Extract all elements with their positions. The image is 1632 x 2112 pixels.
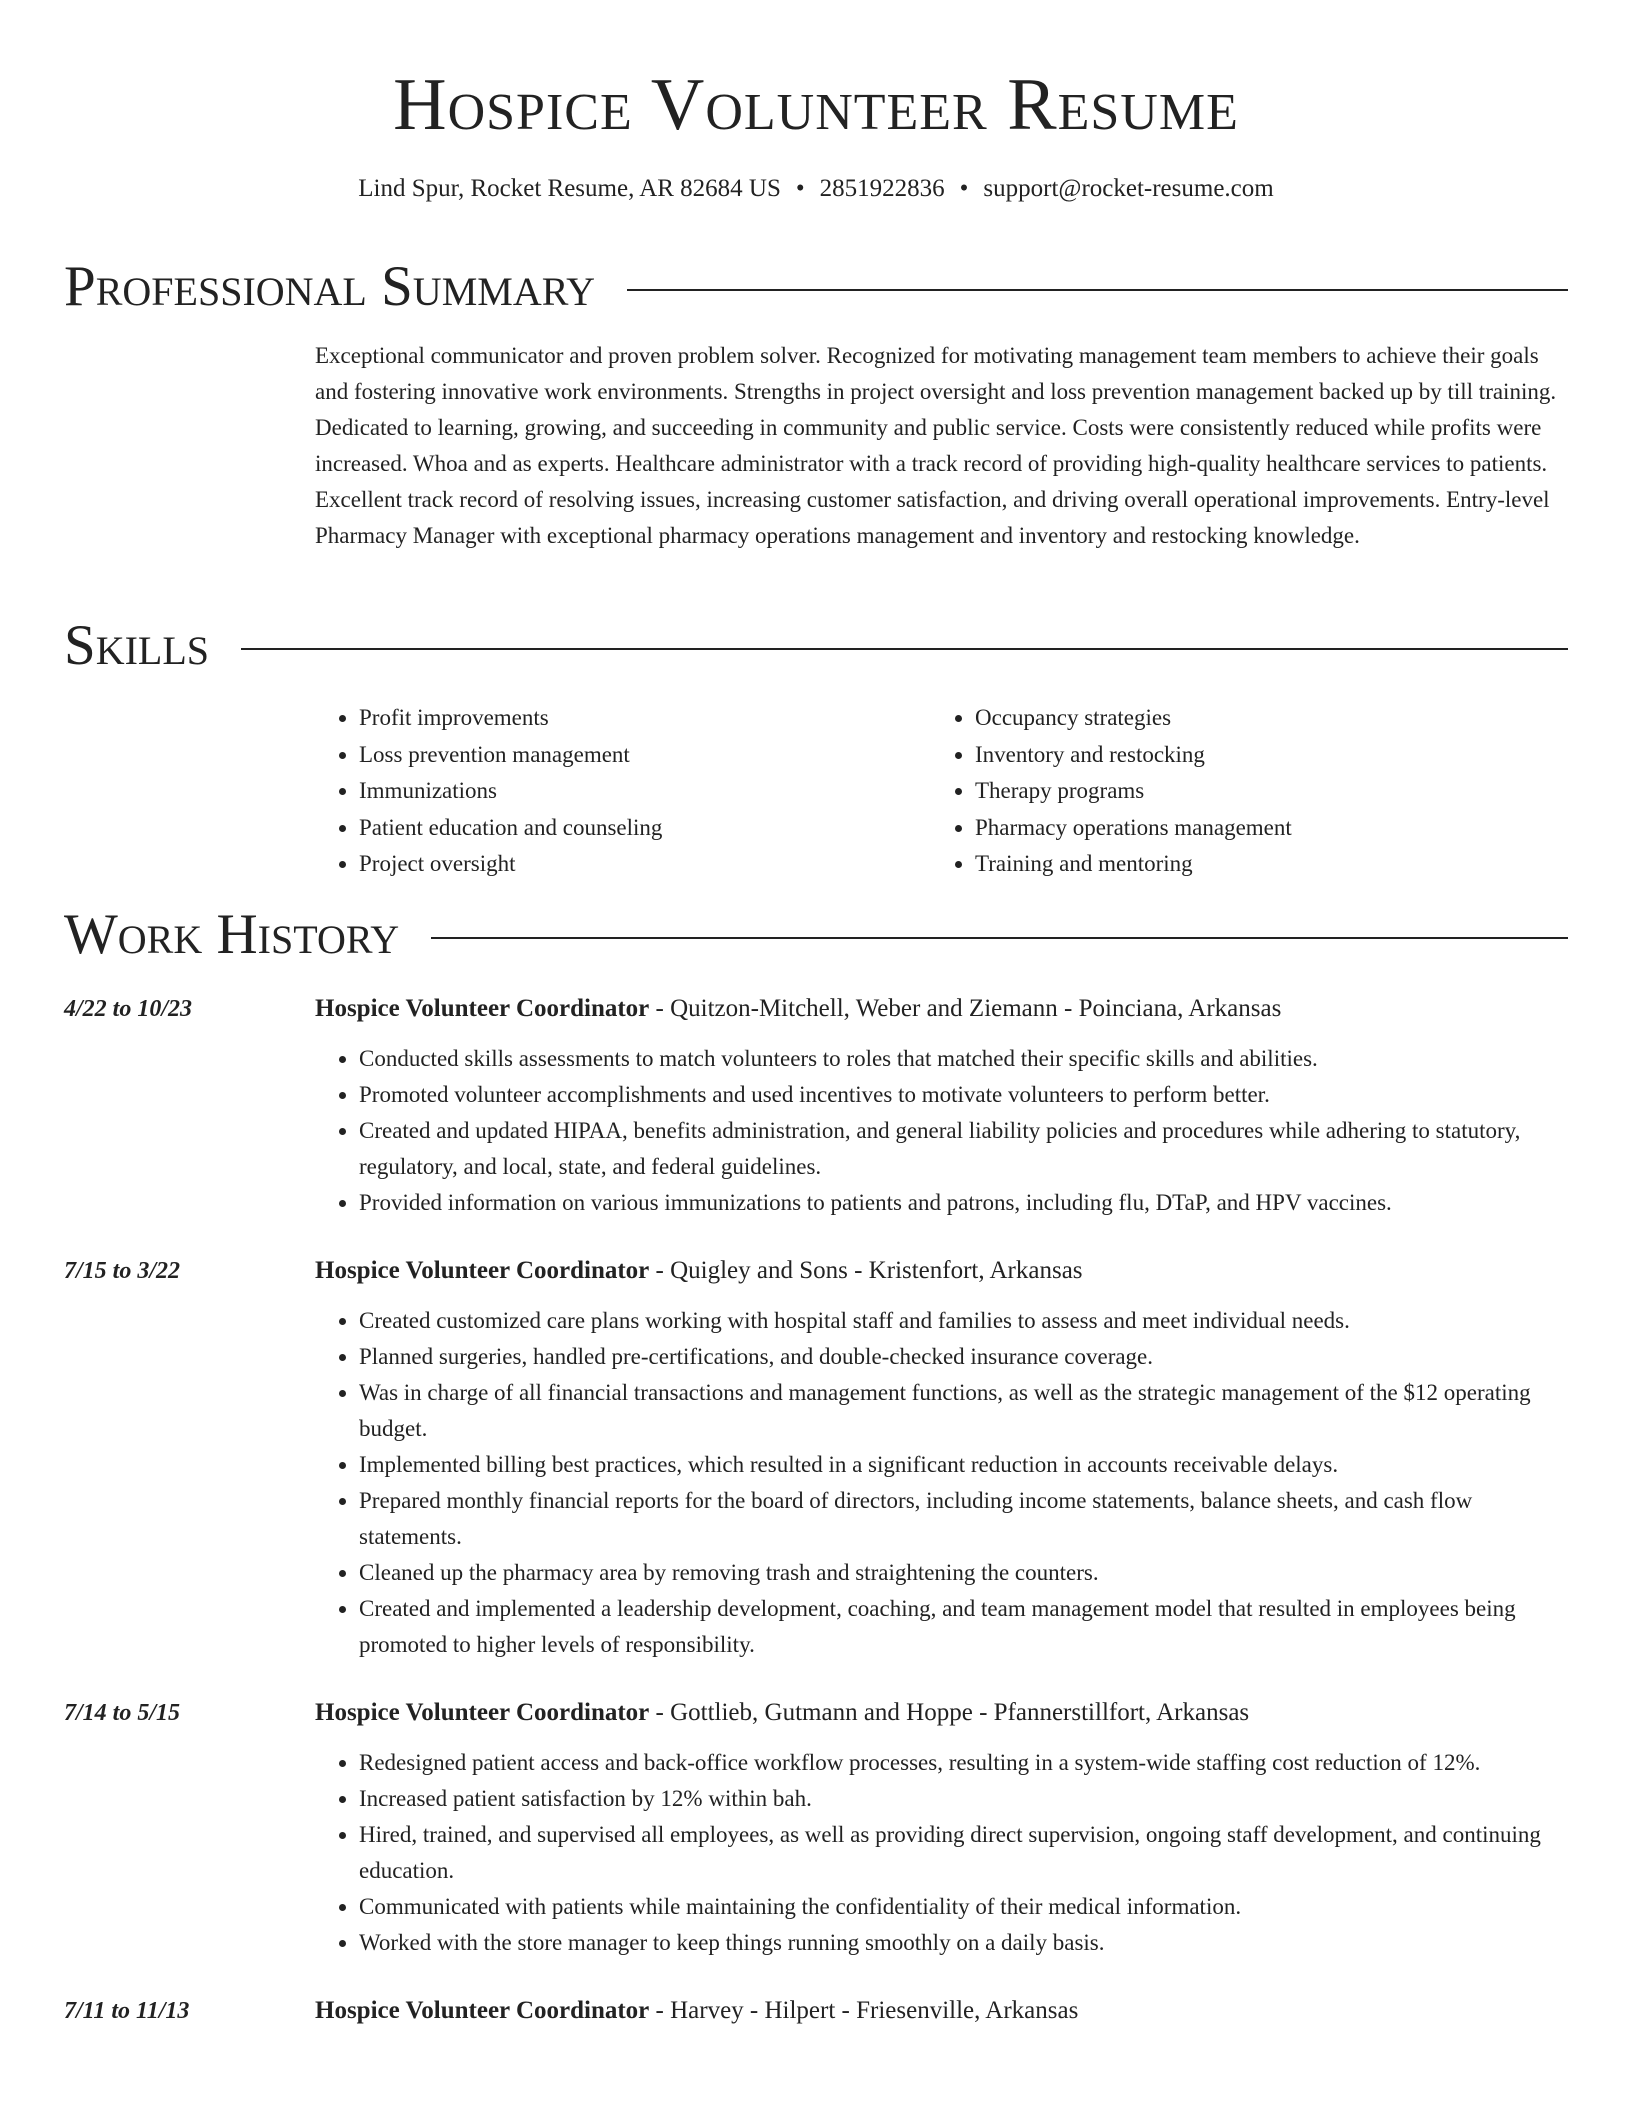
job-duty-item: • Created customized care plans working with hospital staff and families to assess and meet individual needs. [359,1303,1568,1339]
contact-address: Lind Spur, Rocket Resume, AR 82684 US [358,175,781,202]
skill-item: • Project oversight [359,846,931,883]
section-title-skills: Skills [64,614,210,677]
skill-item: • Training and mentoring [975,846,1547,883]
job-title: Hospice Volunteer Coordinator [315,1699,650,1726]
work-history-list [64,991,1568,2061]
skill-item: • Profit improvements [359,700,931,737]
job-dates: 7/15 to 3/22 [64,1258,181,1284]
job-employer-location: - Harvey - Hilpert - Friesenville, Arkansas [649,1997,1079,2024]
job-entry [64,1253,1568,1663]
job-duty-item: • Cleaned up the pharmacy area by removing trash and straightening the counters. [359,1555,1568,1591]
job-duty-item: • Redesigned patient access and back-office workflow processes, resulting in a system-wide staffing cost reduction of 12%. [359,1745,1568,1781]
job-employer-location: - Quitzon-Mitchell, Weber and Ziemann - Poinciana, Arkansas [649,995,1282,1022]
skill-item: • Pharmacy operations management [975,810,1547,847]
job-heading [315,1253,1568,1289]
contact-line [64,172,1568,206]
job-employer-location: - Gottlieb, Gutmann and Hoppe - Pfannerstillfort, Arkansas [649,1699,1250,1726]
job-heading [315,1993,1568,2029]
job-dates: 4/22 to 10/23 [64,996,193,1022]
job-heading [315,1695,1568,1731]
job-duty-item: • Conducted skills assessments to match volunteers to roles that matched their specific skills and abilities. [359,1041,1568,1077]
section-divider [431,937,1568,939]
contact-separator: • [795,175,805,202]
summary-text: Exceptional communicator and proven problem solver. Recognized for motivating management team members to achieve their goals and fostering innovative work environments. Strengths in project oversight and loss prevention management backed up by till training. Dedicated to learning, growing, and succeeding in community and public service. Costs were consistently reduced while profits were increased. Whoa and as experts. Healthcare administrator with a track record of providing high-quality healthcare services to patients. Excellent track record of resolving issues, increasing customer satisfaction, and driving overall operational improvements. Entry-level Pharmacy Manager with exceptional pharmacy operations management and inventory and restocking knowledge. [315,343,1557,548]
job-duties [315,1303,1568,1663]
job-entry [64,991,1568,1221]
section-title-summary: Professional Summary [64,255,596,318]
job-title: Hospice Volunteer Coordinator [315,1997,650,2024]
section-header-skills [64,613,1568,679]
skill-item: • Loss prevention management [359,737,931,774]
section-divider [241,648,1568,650]
job-duty-item: • Created and updated HIPAA, benefits administration, and general liability policies and procedures while adhering to statutory, regulatory, and local, state, and federal guidelines. [359,1113,1568,1185]
job-entry [64,1695,1568,1961]
section-divider [627,289,1568,291]
job-entry [64,1993,1568,2029]
job-duty-item: • Hired, trained, and supervised all employees, as well as providing direct supervision, ongoing staff development, and continuing education. [359,1817,1568,1889]
job-employer-location: - Quigley and Sons - Kristenfort, Arkansas [649,1257,1083,1284]
job-title: Hospice Volunteer Coordinator [315,995,650,1022]
contact-separator: • [959,175,969,202]
job-dates: 7/14 to 5/15 [64,1700,181,1726]
contact-email: support@rocket-resume.com [983,175,1274,202]
job-dates: 7/11 to 11/13 [64,1998,190,2024]
job-duty-item: • Prepared monthly financial reports for the board of directors, including income statements, balance sheets, and cash flow statements. [359,1483,1568,1555]
job-duties [315,1041,1568,1221]
skill-item: • Immunizations [359,773,931,810]
section-title-work: Work History [64,903,400,966]
contact-phone: 2851922836 [819,175,945,202]
job-duty-item: • Provided information on various immunizations to patients and patrons, including flu, DTaP, and HPV vaccines. [359,1185,1568,1221]
job-duty-item: • Created and implemented a leadership development, coaching, and team management model that resulted in employees being promoted to higher levels of responsibility. [359,1591,1568,1663]
section-header-summary [64,254,1568,320]
skill-item: • Patient education and counseling [359,810,931,847]
job-duty-item: • Promoted volunteer accomplishments and used incentives to motivate volunteers to perform better. [359,1077,1568,1113]
skills-column-right [931,700,1547,883]
job-heading [315,991,1568,1027]
job-duties [315,1745,1568,1961]
job-duty-item: • Communicated with patients while maintaining the confidentiality of their medical information. [359,1889,1568,1925]
job-title: Hospice Volunteer Coordinator [315,1257,650,1284]
skills-list [315,700,1568,883]
resume-title: Hospice Volunteer Resume [393,64,1239,146]
skill-item: • Occupancy strategies [975,700,1547,737]
section-header-work [64,902,1568,968]
skills-column-left [315,700,931,883]
skill-item: • Inventory and restocking [975,737,1547,774]
job-duty-item: • Increased patient satisfaction by 12% within bah. [359,1781,1568,1817]
job-duty-item: • Worked with the store manager to keep things running smoothly on a daily basis. [359,1925,1568,1961]
skill-item: • Therapy programs [975,773,1547,810]
job-duty-item: • Planned surgeries, handled pre-certifications, and double-checked insurance coverage. [359,1339,1568,1375]
job-duty-item: • Was in charge of all financial transactions and management functions, as well as the strategic management of the $12 operating budget. [359,1375,1568,1447]
job-duty-item: • Implemented billing best practices, which resulted in a significant reduction in accounts receivable delays. [359,1447,1568,1483]
